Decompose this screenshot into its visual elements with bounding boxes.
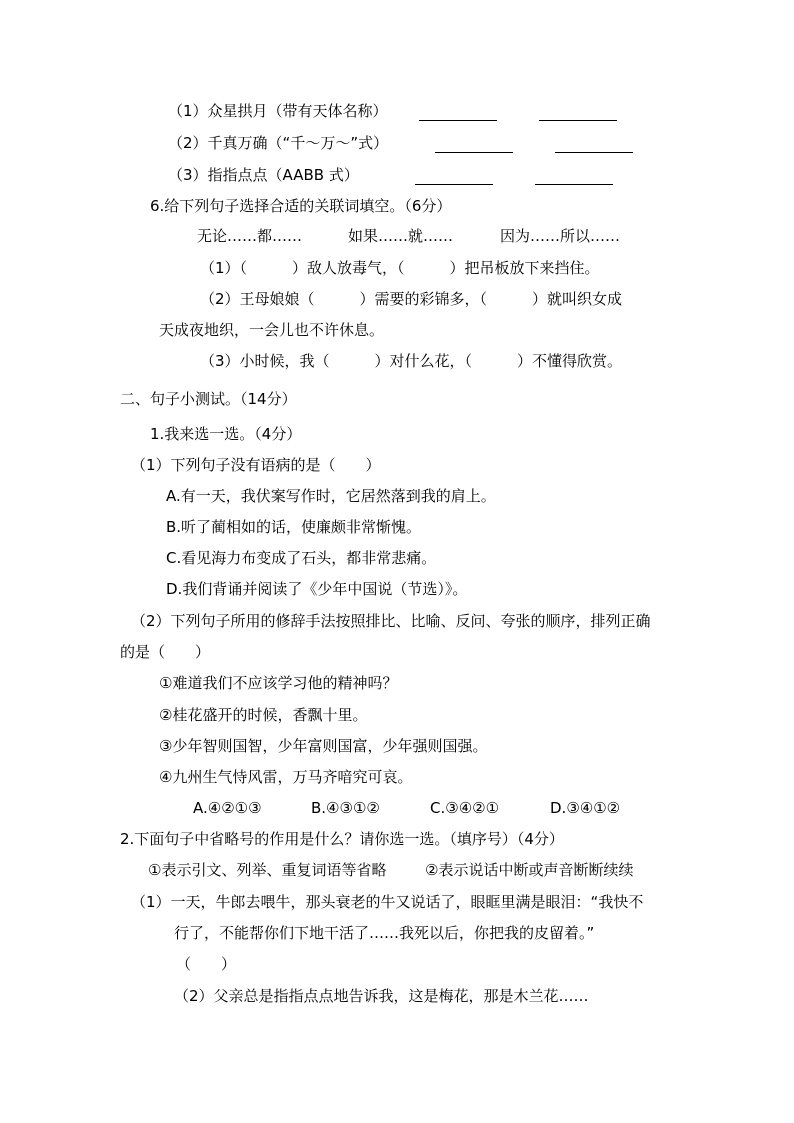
section-heading: 二、句子小测试。（14分） xyxy=(120,390,297,408)
s2-q2-answer-paren[interactable]: （ ） xyxy=(176,955,237,973)
order-choice-b: B.④③①② xyxy=(311,799,380,817)
q5-item-1-label: （1）众星拱月（带有天体名称） xyxy=(168,102,388,120)
choice-d: D.我们背诵并阅读了《少年中国说（节选）》。 xyxy=(166,580,468,598)
q6-option-1: 无论……都…… xyxy=(197,227,303,245)
s2-q2-sentence-1b: 行了，不能帮你们下地干活了……我死以后，你把我的皮留着。” xyxy=(174,924,595,942)
q6-title: 6.给下列句子选择合适的关联词填空。（6分） xyxy=(150,197,452,215)
q5-item-2-label: （2）千真万确（“千～万～”式） xyxy=(168,134,389,152)
q5-item-1 xyxy=(168,101,388,121)
answer-blank[interactable] xyxy=(535,168,613,185)
answer-blank[interactable] xyxy=(419,104,497,121)
example-4: ④九州生气恃风雷，万马齐喑究可哀。 xyxy=(159,768,413,786)
q5-item-2 xyxy=(168,133,388,153)
choice-c: C.看见海力布变成了石头，都非常悲痛。 xyxy=(166,549,437,567)
q6-sentence-2a: （2）王母娘娘（ ）需要的彩锦多，（ ）就叫织女成 xyxy=(200,290,623,308)
s2-q1-sub2a: （2）下列句子所用的修辞手法按照排比、比喻、反问、夸张的顺序，排列正确 xyxy=(131,612,651,630)
order-choice-c: C.③④②① xyxy=(430,799,500,817)
q5-item-3 xyxy=(168,165,359,185)
example-1: ①难道我们不应该学习他的精神吗？ xyxy=(159,674,398,692)
q5-item-3-label: （3）指指点点（AABB 式） xyxy=(168,166,359,184)
order-choice-d: D.③④①② xyxy=(550,799,621,817)
s2-q2-sentence-1a: （1）一天，牛郎去喂牛，那头衰老的牛又说话了，眼眶里满是眼泪：“我快不 xyxy=(131,893,644,911)
s2-q2-option-2: ②表示说话中断或声音断断续续 xyxy=(425,861,634,879)
answer-blank[interactable] xyxy=(435,136,513,153)
s2-q1-sub1: （1）下列句子没有语病的是（ ） xyxy=(131,456,381,474)
example-2: ②桂花盛开的时候，香飘十里。 xyxy=(159,706,368,724)
choice-b: B.听了蔺相如的话，使廉颇非常惭愧。 xyxy=(166,518,422,536)
answer-blank[interactable] xyxy=(539,104,617,121)
q6-option-3: 因为……所以…… xyxy=(500,227,621,245)
s2-q2-title: 2.下面句子中省略号的作用是什么？请你选一选。（填序号）（4分） xyxy=(120,830,564,848)
q6-sentence-2b: 天成夜地织，一会儿也不许休息。 xyxy=(159,321,385,339)
s2-q2-sentence-2: （2）父亲总是指指点点地告诉我，这是梅花，那是木兰花…… xyxy=(174,987,589,1005)
example-3: ③少年智则国智，少年富则国富，少年强则国强。 xyxy=(159,737,488,755)
s2-q1-title: 1.我来选一选。（4分） xyxy=(150,425,302,443)
q6-sentence-3: （3）小时候，我（ ）对什么花，（ ）不懂得欣赏。 xyxy=(200,352,623,370)
s2-q1-sub2b: 的是（ ） xyxy=(120,643,211,661)
q6-sentence-1: （1）（ ）敌人放毒气，（ ）把吊板放下来挡住。 xyxy=(200,259,600,277)
answer-blank[interactable] xyxy=(555,136,633,153)
choice-a: A.有一天，我伏案写作时，它居然落到我的肩上。 xyxy=(166,487,496,505)
s2-q2-option-1: ①表示引文、列举、重复词语等省略 xyxy=(148,861,387,879)
order-choice-a: A.④②①③ xyxy=(193,799,262,817)
answer-blank[interactable] xyxy=(415,168,493,185)
q6-option-2: 如果……就…… xyxy=(348,227,454,245)
